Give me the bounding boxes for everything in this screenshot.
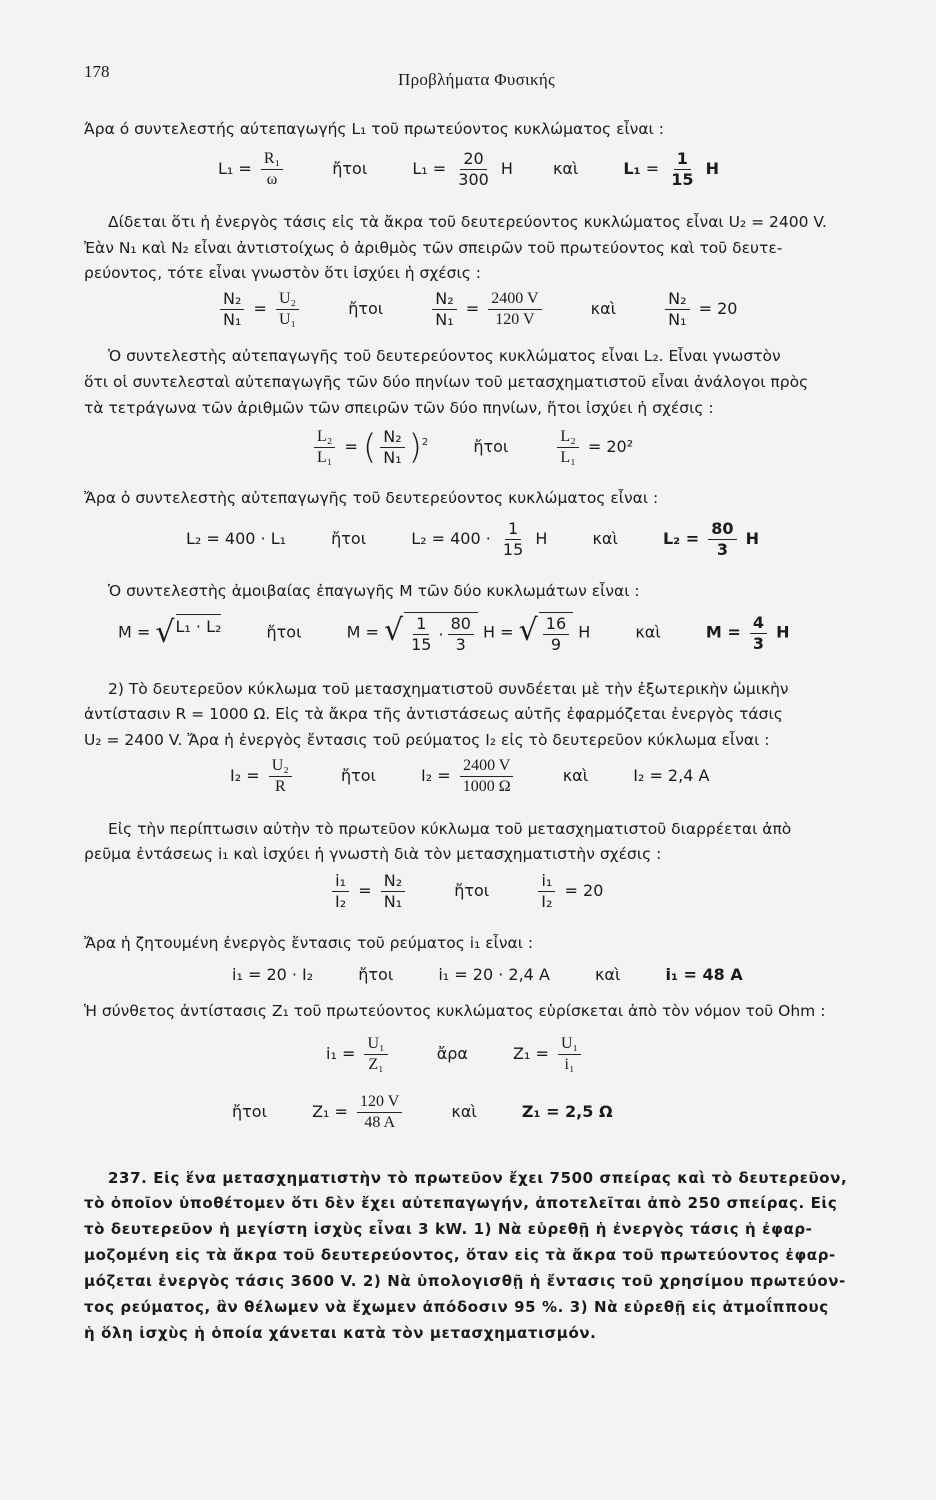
paragraph-line: Ἐὰν N₁ καὶ N₂ εἶναι ἀντιστοίχως ὁ ἀριθμὸς τῶν σπειρῶν τοῦ πρωτεύοντος καὶ τοῦ δευτε- [84,239,783,257]
equation-L1: L₁ = $\frac{\text{R₁}}{\omega}$ ἤτοι L₁ = $\frac{20}{300}$ H καὶ L₁ = $\frac{1}{15}$ H [218,149,719,189]
equation-L2: L₂ = 400 · L₁ ἤτοι L₂ = 400 · $\frac{1}{15}$ H καὶ L₂ = $\frac{80}{3}$ H [186,519,760,559]
problem-line: ἡ ὅλη ἰσχὺς ἡ ὁποία χάνεται κατὰ τὸν μετασχηματισμόν. [84,1324,597,1342]
problem-line: τὸ ὁποῖον ὑποθέτομεν ὅτι δὲν ἔχει αὐτεπαγωγήν, ἀποτελεῖται ἀπὸ 250 σπείρας. Εἰς [84,1194,838,1212]
paragraph-line: Ἄρα ἡ ζητουμένη ἐνεργὸς ἔντασις τοῦ ρεύματος i₁ εἶναι : [84,934,534,952]
paragraph-line: τὰ τετράγωνα τῶν ἀριθμῶν τῶν σπειρῶν τῶν δύο πηνίων, ἤτοι ἰσχύει ἡ σχέσις : [84,399,714,417]
equation-Z1: ἤτοι Z₁ = $\frac{120 V}{48 A}$ καὶ Z₁ = 2,5 Ω [232,1093,613,1131]
paragraph-line: Ὁ συντελεστὴς αὐτεπαγωγῆς τοῦ δευτερεύοντος κυκλώματος εἶναι L₂. Εἶναι γνωστὸν [108,347,781,365]
problem-line: μόζεται ἐνεργὸς τάσις 3600 V. 2) Νὰ ὑπολογισθῇ ἡ ἔντασις τοῦ χρησίμου πρωτεύον- [84,1272,846,1290]
paragraph-line: Ἄρα ὁ συντελεστὴς αὐτεπαγωγῆς τοῦ δευτερεύοντος κυκλώματος εἶναι : [84,489,659,507]
equation-i1: i₁ = 20 · I₂ ἤτοι i₁ = 20 · 2,4 A καὶ i₁ = 48 A [232,965,743,984]
page-number: 178 [84,62,110,81]
paragraph-line: 2) Τὸ δευτερεῦον κύκλωμα τοῦ μετασχηματιστοῦ συνδέεται μὲ τὴν ἐξωτερικὴν ὠμικὴν [108,680,789,698]
paragraph-line: ρεῦμα ἐντάσεως i₁ καὶ ἰσχύει ἡ γνωστὴ διὰ τὸν μετασχηματιστὴν σχέσις : [84,845,662,863]
paragraph-line: Ὁ συντελεστὴς ἀμοιβαίας ἐπαγωγῆς M τῶν δύο κυκλωμάτων εἶναι : [108,582,640,600]
equation-mutual-inductance: M = √ L₁ · L₂ ἤτοι M = √ $\frac{1}{15}$ · $\frac{80}{3}$ H = √ $\frac{16}{9}$ H καὶ M = $\frac{4}{3}$ H [118,612,790,654]
equation-inductance-ratio: $\frac{\text{L₂}}{\text{L₁}}$ = ( $\frac{\text{N₂}}{\text{N₁}}$ )$^2$ ἤτοι $\frac{\text{L₂}}{\text{L₁}}$ = 20² [310,428,633,467]
paragraph-line: Άρα ό συντελεστής αύτεπαγωγής L₁ τοῦ πρωτεύοντος κυκλώματος εἶναι : [84,120,664,138]
equation-turns-ratio: $\frac{\text{N₂}}{\text{N₁}}$ = $\frac{\text{U₂}}{\text{U₁}}$ ἤτοι $\frac{\text{N₂}}{\text{N₁}}$ = $\frac{2400 V}{120 V}$ καὶ $\frac{\text{N₂}}{\text{N₁}}$ = 20 [216,290,737,329]
problem-line: τὸ δευτερεῦον ἡ μεγίστη ἰσχὺς εἶναι 3 kW. 1) Νὰ εὑρεθῇ ἡ ἐνεργὸς τάσις ἡ ἐφαρ- [84,1220,813,1238]
problem-line: μοζομένη εἰς τὰ ἄκρα τοῦ δευτερεύοντος, ὅταν εἰς τὰ ἄκρα τοῦ πρωτεύοντος ἐφαρ- [84,1246,836,1264]
paragraph-line: ἀντίστασιν R = 1000 Ω. Εἰς τὰ ἄκρα τῆς ἀντιστάσεως αὐτῆς ἐφαρμόζεται ἐνεργὸς τάσις [84,705,783,723]
paragraph-line: ρεύοντος, τότε εἶναι γνωστὸν ὅτι ἰσχύει ἡ σχέσις : [84,264,481,282]
paragraph-line: Ἡ σύνθετος ἀντίστασις Z₁ τοῦ πρωτεύοντος κυκλώματος εὑρίσκεται ἀπὸ τὸν νόμον τοῦ Ohm : [84,1002,826,1020]
paragraph-line: Δίδεται ὅτι ἡ ἐνεργὸς τάσις εἰς τὰ ἄκρα τοῦ δευτερεύοντος κυκλώματος εἶναι U₂ = 2400 V. [108,213,827,231]
equation-I2: I₂ = $\frac{\text{U₂}}{R}$ ἤτοι I₂ = $\frac{2400 V}{1000 \Omega}$ καὶ I₂ = 2,4 A [230,757,710,795]
running-title: Προβλήματα Φυσικής [398,70,556,89]
paragraph-line: U₂ = 2400 V. Ἄρα ἡ ἐνεργὸς ἔντασις τοῦ ρεύματος I₂ εἰς τὸ δευτερεῦον κύκλωμα εἶναι : [84,731,770,749]
problem-line: τος ρεύματος, ἂν θέλωμεν νὰ ἔχωμεν ἀπόδοσιν 95 %. 3) Νὰ εὑρεθῇ εἰς ἀτμοΐππους [84,1298,829,1316]
problem-line: 237. Εἰς ἕνα μετασχηματιστὴν τὸ πρωτεῦον ἔχει 7500 σπείρας καὶ τὸ δευτερεῦον, [108,1169,848,1187]
paragraph-line: Εἰς τὴν περίπτωσιν αὐτὴν τὸ πρωτεῦον κύκλωμα τοῦ μετασχηματιστοῦ διαρρέεται ἀπὸ [108,820,792,838]
paragraph-line: ὅτι οἱ συντελεσταὶ αὐτεπαγωγῆς τῶν δύο πηνίων τοῦ μετασχηματιστοῦ εἶναι ἀνάλογοι πρὸς [84,373,809,391]
equation-ohm-law: i₁ = $\frac{\text{U₁}}{\text{Z₁}}$ ἄρα Z₁ = $\frac{\text{U₁}}{\text{i₁}}$ [326,1035,585,1074]
equation-current-ratio: $\frac{\text{i₁}}{\text{I₂}}$ = $\frac{\text{N₂}}{\text{N₁}}$ ἤτοι $\frac{\text{i₁}}{\text{I₂}}$ = 20 [328,872,603,911]
